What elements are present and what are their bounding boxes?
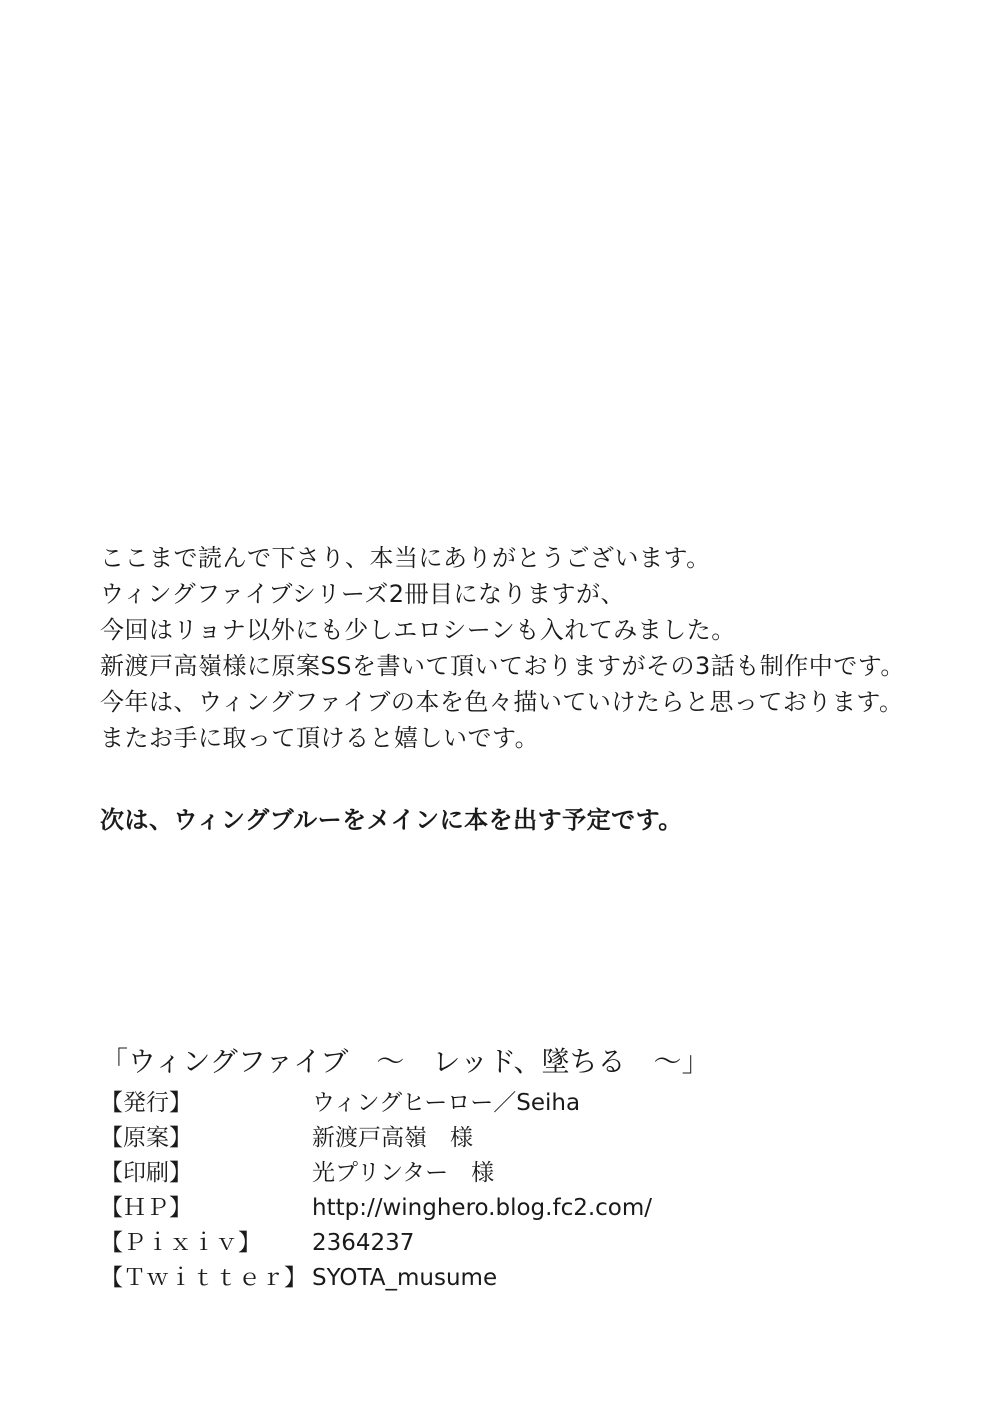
- homepage-url: http://winghero.blog.fc2.com/: [312, 1195, 653, 1221]
- colophon-label: 【発行】: [100, 1090, 192, 1116]
- afterword-line: 今年は、ウィングファイブの本を色々描いていけたらと思っております。: [100, 688, 904, 716]
- afterword-line: ウィングファイブシリーズ2冊目になりますが、: [100, 580, 625, 608]
- colophon-row-publisher: [100, 1086, 960, 1121]
- afterword-line: ここまで読んで下さり、本当にありがとうございます。: [100, 544, 711, 572]
- colophon: [100, 1042, 960, 1296]
- pixiv-id: 2364237: [312, 1230, 415, 1256]
- afterword-line: 新渡戸高嶺様に原案SSを書いて頂いておりますがその3話も制作中です。: [100, 652, 905, 680]
- colophon-label: 【ＨＰ】: [100, 1195, 192, 1221]
- colophon-label: 【Ｔｗｉｔｔｅｒ】: [100, 1265, 307, 1291]
- colophon-label: 【印刷】: [100, 1160, 192, 1186]
- colophon-label: 【原案】: [100, 1125, 192, 1151]
- colophon-row-printer: [100, 1156, 960, 1191]
- colophon-value: ウィングヒーロー／Seiha: [312, 1090, 581, 1116]
- colophon-row-twitter: [100, 1261, 960, 1296]
- next-release-announcement: 次は、ウィングブルーをメインに本を出す予定です。: [100, 806, 683, 834]
- colophon-row-homepage: [100, 1191, 960, 1226]
- afterword-line: またお手に取って頂けると嬉しいです。: [100, 724, 540, 752]
- colophon-row-pixiv: [100, 1226, 960, 1261]
- twitter-handle: SYOTA_musume: [312, 1265, 498, 1291]
- colophon-value: 新渡戸高嶺 様: [312, 1125, 473, 1151]
- afterword-message: [100, 540, 960, 838]
- colophon-value: 光プリンター 様: [312, 1160, 495, 1186]
- colophon-label: 【Ｐｉｘｉｖ】: [100, 1230, 261, 1256]
- colophon-row-original-story: [100, 1121, 960, 1156]
- afterword-line: 今回はリョナ以外にも少しエロシーンも入れてみました。: [100, 616, 736, 644]
- book-title: 「ウィングファイブ ～ レッド、墜ちる ～」: [100, 1045, 710, 1078]
